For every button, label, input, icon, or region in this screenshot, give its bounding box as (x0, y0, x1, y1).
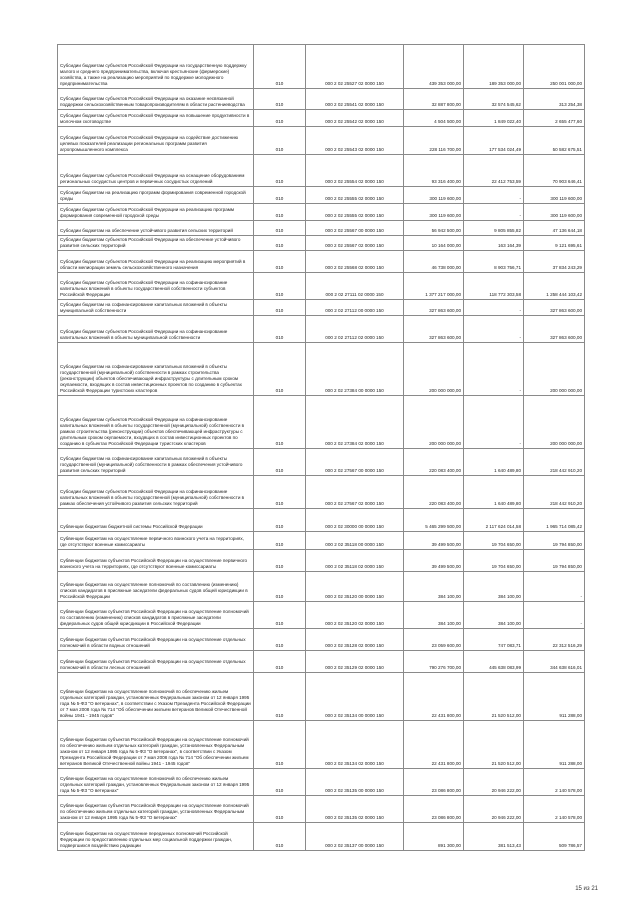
row-name-cell: Субсидии бюджетам субъектов Российской Федерации на софинансирование капитальных вложений в объекты муниципальной собственности (58, 316, 254, 343)
row-name-cell: Субсидии бюджетам субъектов Российской Федерации на софинансирование капитальных вложений в объекты государственной (муниципальной) собственности в рамках обеспечения устойчивого развития сельских территорий (58, 476, 254, 509)
row-approved-cell: 56 942 500,00 (404, 221, 464, 236)
row-approved-cell: 23 086 800,00 (404, 769, 464, 796)
row-name-cell: Субсидии бюджетам субъектов Российской Федерации на повышение продуктивности в молочном скотоводстве (58, 110, 254, 127)
row-executed-cell: 8 903 756,71 (464, 251, 524, 273)
row-line-code-cell: 010 (254, 476, 306, 509)
row-executed-cell: 118 772 303,58 (464, 273, 524, 300)
page-number: 15 из 21 (575, 886, 598, 892)
row-unexecuted-cell: 2 140 578,00 (524, 796, 585, 823)
table-row (58, 273, 585, 300)
row-line-code-cell: 010 (254, 396, 306, 449)
row-unexecuted-cell: - (524, 602, 585, 629)
row-unexecuted-cell: 300 119 600,00 (524, 204, 585, 221)
row-name-cell: Субсидии бюджетам на софинансирование капитальных вложений в объекты государственной (муниципальной) собственности в рамках обеспечения устойчивого развития сельских территорий (58, 449, 254, 476)
table-row (58, 476, 585, 509)
row-budget-code-cell: 000 2 02 35118 02 0000 150 (306, 550, 404, 572)
row-unexecuted-cell: 2 140 578,00 (524, 769, 585, 796)
row-unexecuted-cell: 1 965 714 085,42 (524, 509, 585, 532)
row-approved-cell: 327 863 600,00 (404, 316, 464, 343)
row-approved-cell: 200 000 000,00 (404, 343, 464, 396)
row-executed-cell: 21 520 512,00 (464, 721, 524, 769)
row-line-code-cell: 010 (254, 769, 306, 796)
row-line-code-cell: 010 (254, 629, 306, 651)
row-unexecuted-cell: 327 863 600,00 (524, 300, 585, 316)
row-line-code-cell: 010 (254, 550, 306, 572)
row-name-cell: Субсидии бюджетам субъектов Российской Федерации на софинансирование капитальных вложений в объекты государственной собственности субъектов Российской Федерации (58, 273, 254, 300)
row-executed-cell: - (464, 187, 524, 204)
row-budget-code-cell: 000 2 02 35129 02 0000 150 (306, 651, 404, 673)
table-row (58, 532, 585, 550)
row-executed-cell: 21 520 512,00 (464, 673, 524, 721)
row-approved-cell: 220 083 400,00 (404, 449, 464, 476)
row-unexecuted-cell: 218 442 910,20 (524, 449, 585, 476)
row-budget-code-cell: 000 2 02 25555 02 0000 150 (306, 204, 404, 221)
row-unexecuted-cell: 327 863 600,00 (524, 316, 585, 343)
row-unexecuted-cell: 509 786,57 (524, 823, 585, 851)
row-executed-cell: 189 353 000,00 (464, 45, 524, 89)
row-executed-cell: 384 100,00 (464, 572, 524, 602)
table-row (58, 550, 585, 572)
row-name-cell: Субсидии бюджетам субъектов Российской Федерации на государственную поддержку малого и среднего предпринимательства, включая крестьянские (фермерские) хозяйства, а также на реализацию мероприятий по поддержке молодежного предпринимательства (58, 45, 254, 89)
row-executed-cell: 22 412 753,59 (464, 155, 524, 187)
row-budget-code-cell: 000 2 02 35134 02 0000 150 (306, 721, 404, 769)
row-approved-cell: 23 059 600,00 (404, 629, 464, 651)
row-unexecuted-cell: 911 288,00 (524, 673, 585, 721)
row-budget-code-cell: 000 2 02 27567 00 0000 150 (306, 449, 404, 476)
row-approved-cell: 39 499 500,00 (404, 532, 464, 550)
row-approved-cell: 384 100,00 (404, 572, 464, 602)
table-row (58, 343, 585, 396)
row-executed-cell: 384 100,00 (464, 602, 524, 629)
row-name-cell: Субсидии бюджетам на обеспечение устойчивого развития сельских территорий (58, 221, 254, 236)
row-line-code-cell: 010 (254, 273, 306, 300)
row-name-cell: Субсидии бюджетам субъектов Российской Федерации на оснащение оборудованием региональных сосудистых центров и первичных сосудистых отделений (58, 155, 254, 187)
row-approved-cell: 439 353 000,00 (404, 45, 464, 89)
row-executed-cell: 747 083,71 (464, 629, 524, 651)
row-line-code-cell: 010 (254, 236, 306, 251)
table-row (58, 572, 585, 602)
table-row (58, 236, 585, 251)
row-approved-cell: 22 431 800,00 (404, 721, 464, 769)
row-line-code-cell: 010 (254, 796, 306, 823)
row-budget-code-cell: 000 2 02 35135 02 0000 150 (306, 796, 404, 823)
table-row (58, 45, 585, 89)
table-body (58, 45, 585, 851)
row-budget-code-cell: 000 2 02 25567 00 0000 150 (306, 221, 404, 236)
row-approved-cell: 300 119 600,00 (404, 204, 464, 221)
document-page (57, 44, 584, 851)
table-row (58, 89, 585, 110)
row-name-cell: Субвенции бюджетам субъектов Российской Федерации на осуществление полномочий по составлению (изменению) списков кандидатов в присяжные заседатели федеральных судов общей юрисдикции в Российской Федерации (58, 602, 254, 629)
row-name-cell: Субсидии бюджетам субъектов Российской Федерации на содействие достижению целевых показателей реализации региональных программ развития агропромышленного комплекса (58, 127, 254, 155)
row-budget-code-cell: 000 2 02 30000 00 0000 150 (306, 509, 404, 532)
budget-execution-table (57, 44, 585, 851)
row-approved-cell: 39 499 500,00 (404, 550, 464, 572)
row-name-cell: Субсидии бюджетам субъектов Российской Федерации на реализацию мероприятий в области мелиорации земель сельскохозяйственного назначения (58, 251, 254, 273)
row-unexecuted-cell: 313 254,38 (524, 89, 585, 110)
row-name-cell: Субсидии бюджетам на реализацию программ формирования современной городской среды (58, 187, 254, 204)
row-unexecuted-cell: 1 258 444 103,42 (524, 273, 585, 300)
row-executed-cell: 19 704 650,00 (464, 532, 524, 550)
table-row (58, 251, 585, 273)
row-approved-cell: 220 083 400,00 (404, 476, 464, 509)
row-line-code-cell: 010 (254, 187, 306, 204)
row-budget-code-cell: 000 2 02 35120 00 0000 150 (306, 572, 404, 602)
row-executed-cell: 2 117 624 014,58 (464, 509, 524, 532)
row-name-cell: Субсидии бюджетам субъектов Российской Федерации на оказание несвязанной поддержки сельскохозяйственным товаропроизводителям в области растениеводства (58, 89, 254, 110)
row-approved-cell: 93 316 400,00 (404, 155, 464, 187)
table-row (58, 449, 585, 476)
row-unexecuted-cell: 19 794 850,00 (524, 550, 585, 572)
row-executed-cell: 20 946 222,00 (464, 796, 524, 823)
row-name-cell: Субвенции бюджетам субъектов Российской Федерации на осуществление полномочий по обеспечению жильем отдельных категорий граждан, установленных Федеральным законом от 12 января 1995 года № 5-ФЗ "О ветеранах" (58, 796, 254, 823)
row-unexecuted-cell: 50 582 675,51 (524, 127, 585, 155)
row-name-cell: Субвенции бюджетам на осуществление полномочий по обеспечению жильем отдельных категорий граждан, установленных Федеральным законом от 12 января 1995 года № 5-ФЗ "О ветеранах", в соответствии с Указом Президента Российской Федерации от 7 мая 2008 года № 714 "Об обеспечении жильем ветеранов Великой Отечественной войны 1941 - 1945 годов" (58, 673, 254, 721)
row-unexecuted-cell: 218 442 910,20 (524, 476, 585, 509)
row-budget-code-cell: 000 2 02 35118 00 0000 150 (306, 532, 404, 550)
row-name-cell: Субвенции бюджетам субъектов Российской Федерации на осуществление первичного воинского учета на территориях, где отсутствуют военные комиссариаты (58, 550, 254, 572)
table-row (58, 204, 585, 221)
row-name-cell: Субсидии бюджетам субъектов Российской Федерации на обеспечение устойчивого развития сельских территорий (58, 236, 254, 251)
row-name-cell: Субвенции бюджетам бюджетной системы Российской Федерации (58, 509, 254, 532)
row-line-code-cell: 010 (254, 204, 306, 221)
row-budget-code-cell: 000 2 02 27384 00 0000 150 (306, 343, 404, 396)
row-approved-cell: 1 377 217 000,00 (404, 273, 464, 300)
row-executed-cell: 1 640 489,80 (464, 449, 524, 476)
row-budget-code-cell: 000 2 02 35137 00 0000 150 (306, 823, 404, 851)
table-row (58, 629, 585, 651)
row-unexecuted-cell: 9 121 695,61 (524, 236, 585, 251)
row-approved-cell: 32 887 800,00 (404, 89, 464, 110)
row-budget-code-cell: 000 2 02 25555 02 0000 150 (306, 187, 404, 204)
row-approved-cell: 46 738 000,00 (404, 251, 464, 273)
row-approved-cell: 10 164 000,00 (404, 236, 464, 251)
table-row (58, 602, 585, 629)
row-name-cell: Субвенции бюджетам на осуществление первичного воинского учета на территориях, где отсутствуют военные комиссариаты (58, 532, 254, 550)
table-row (58, 187, 585, 204)
row-approved-cell: 228 116 700,00 (404, 127, 464, 155)
row-name-cell: Субвенции бюджетам субъектов Российской Федерации на осуществление отдельных полномочий в области водных отношений (58, 629, 254, 651)
row-line-code-cell: 010 (254, 449, 306, 476)
table-row (58, 509, 585, 532)
row-executed-cell: - (464, 396, 524, 449)
row-unexecuted-cell: 300 119 600,00 (524, 187, 585, 204)
row-name-cell: Субсидии бюджетам субъектов Российской Федерации на софинансирование капитальных вложений в объекты государственной (муниципальной) собственности в рамках строительства (реконструкции) объектов обеспечивающей инфраструктуры с длительным сроком окупаемости, входящих в состав инвестиционных проектов по созданию в субъектах Российской Федерации туристских кластеров (58, 396, 254, 449)
row-line-code-cell: 010 (254, 509, 306, 532)
row-budget-code-cell: 000 2 02 25554 02 0000 150 (306, 155, 404, 187)
row-budget-code-cell: 000 2 02 25541 02 0000 150 (306, 89, 404, 110)
row-budget-code-cell: 000 2 02 25568 02 0000 150 (306, 251, 404, 273)
row-name-cell: Субсидии бюджетам субъектов Российской Федерации на реализацию программ формирования современной городской среды (58, 204, 254, 221)
row-name-cell: Субвенции бюджетам на осуществление переданных полномочий Российской Федерации по предоставлению отдельных мер социальной поддержки граждан, подвергшихся воздействию радиации (58, 823, 254, 851)
row-unexecuted-cell: 250 001 000,00 (524, 45, 585, 89)
row-executed-cell: 1 849 022,40 (464, 110, 524, 127)
table-row (58, 396, 585, 449)
table-row (58, 769, 585, 796)
table-row (58, 155, 585, 187)
row-approved-cell: 5 465 299 500,00 (404, 509, 464, 532)
row-line-code-cell: 010 (254, 651, 306, 673)
table-row (58, 721, 585, 769)
row-budget-code-cell: 000 2 02 27112 00 0000 150 (306, 300, 404, 316)
row-line-code-cell: 010 (254, 251, 306, 273)
row-name-cell: Субсидии бюджетам на софинансирование капитальных вложений в объекты государственной (муниципальной) собственности в рамках строительства (реконструкции) объектов обеспечивающей инфраструктуры с длительным сроком окупаемости, входящих в состав инвестиционных проектов по созданию в субъектах Российской Федерации туристских кластеров (58, 343, 254, 396)
row-approved-cell: 300 119 600,00 (404, 187, 464, 204)
row-budget-code-cell: 000 2 02 35135 00 0000 150 (306, 769, 404, 796)
row-budget-code-cell: 000 2 02 27384 02 0000 150 (306, 396, 404, 449)
table-row (58, 823, 585, 851)
row-approved-cell: 22 431 800,00 (404, 673, 464, 721)
row-approved-cell: 327 863 600,00 (404, 300, 464, 316)
row-budget-code-cell: 000 2 02 25542 02 0000 150 (306, 110, 404, 127)
row-line-code-cell: 010 (254, 300, 306, 316)
row-approved-cell: 4 504 500,00 (404, 110, 464, 127)
table-row (58, 300, 585, 316)
row-unexecuted-cell: 22 312 516,29 (524, 629, 585, 651)
row-executed-cell: 9 805 855,82 (464, 221, 524, 236)
row-name-cell: Субсидии бюджетам на софинансирование капитальных вложений в объекты муниципальной собственности (58, 300, 254, 316)
table-row (58, 221, 585, 236)
row-unexecuted-cell: 37 834 243,29 (524, 251, 585, 273)
row-executed-cell: 381 513,43 (464, 823, 524, 851)
row-executed-cell: 177 534 024,49 (464, 127, 524, 155)
table-row (58, 127, 585, 155)
row-line-code-cell: 010 (254, 45, 306, 89)
row-executed-cell: - (464, 204, 524, 221)
row-approved-cell: 23 086 800,00 (404, 796, 464, 823)
row-budget-code-cell: 000 2 02 35134 00 0000 150 (306, 673, 404, 721)
row-budget-code-cell: 000 2 02 27112 02 0000 150 (306, 316, 404, 343)
row-executed-cell: 163 164,39 (464, 236, 524, 251)
row-executed-cell: 1 640 489,80 (464, 476, 524, 509)
row-budget-code-cell: 000 2 02 25527 02 0000 150 (306, 45, 404, 89)
table-row (58, 110, 585, 127)
row-line-code-cell: 010 (254, 532, 306, 550)
row-unexecuted-cell: 47 136 644,18 (524, 221, 585, 236)
row-executed-cell: - (464, 316, 524, 343)
table-row (58, 316, 585, 343)
row-approved-cell: 790 276 700,00 (404, 651, 464, 673)
row-executed-cell: - (464, 343, 524, 396)
row-name-cell: Субвенции бюджетам субъектов Российской Федерации на осуществление отдельных полномочий в области лесных отношений (58, 651, 254, 673)
row-line-code-cell: 010 (254, 89, 306, 110)
row-unexecuted-cell: 344 638 616,01 (524, 651, 585, 673)
row-executed-cell: - (464, 300, 524, 316)
row-budget-code-cell: 000 2 02 35128 02 0000 150 (306, 629, 404, 651)
row-budget-code-cell: 000 2 02 27567 02 0000 150 (306, 476, 404, 509)
row-executed-cell: 445 638 083,99 (464, 651, 524, 673)
row-line-code-cell: 010 (254, 343, 306, 396)
row-approved-cell: 891 300,00 (404, 823, 464, 851)
row-line-code-cell: 010 (254, 572, 306, 602)
row-budget-code-cell: 000 2 02 35120 02 0000 150 (306, 602, 404, 629)
row-unexecuted-cell: 2 655 477,60 (524, 110, 585, 127)
table-row (58, 673, 585, 721)
row-line-code-cell: 010 (254, 221, 306, 236)
row-unexecuted-cell: 200 000 000,00 (524, 343, 585, 396)
row-budget-code-cell: 000 2 02 25567 02 0000 150 (306, 236, 404, 251)
row-line-code-cell: 010 (254, 823, 306, 851)
row-approved-cell: 200 000 000,00 (404, 396, 464, 449)
row-budget-code-cell: 000 2 02 25543 02 0000 150 (306, 127, 404, 155)
row-name-cell: Субвенции бюджетам на осуществление полномочий по составлению (изменению) списков кандидатов в присяжные заседатели федеральных судов общей юрисдикции в Российской Федерации (58, 572, 254, 602)
row-unexecuted-cell: 200 000 000,00 (524, 396, 585, 449)
row-unexecuted-cell: 19 794 850,00 (524, 532, 585, 550)
row-executed-cell: 19 704 650,00 (464, 550, 524, 572)
row-line-code-cell: 010 (254, 721, 306, 769)
row-unexecuted-cell: 911 288,00 (524, 721, 585, 769)
table-row (58, 796, 585, 823)
row-executed-cell: 32 574 545,62 (464, 89, 524, 110)
row-executed-cell: 20 946 222,00 (464, 769, 524, 796)
row-line-code-cell: 010 (254, 673, 306, 721)
row-name-cell: Субвенции бюджетам субъектов Российской Федерации на осуществление полномочий по обеспечению жильем отдельных категорий граждан, установленных Федеральным законом от 12 января 1995 года № 5-ФЗ "О ветеранах", в соответствии с Указом Президента Российской Федерации от 7 мая 2008 года № 714 "Об обеспечении жильем ветеранов Великой Отечественной войны 1941 - 1945 годов" (58, 721, 254, 769)
row-line-code-cell: 010 (254, 316, 306, 343)
row-unexecuted-cell: 70 903 646,41 (524, 155, 585, 187)
row-line-code-cell: 010 (254, 602, 306, 629)
row-approved-cell: 384 100,00 (404, 602, 464, 629)
row-line-code-cell: 010 (254, 127, 306, 155)
row-budget-code-cell: 000 2 02 27111 02 0000 150 (306, 273, 404, 300)
row-line-code-cell: 010 (254, 155, 306, 187)
row-name-cell: Субвенции бюджетам на осуществление полномочий по обеспечению жильем отдельных категорий граждан, установленных Федеральным законом от 12 января 1995 года № 5-ФЗ "О ветеранах" (58, 769, 254, 796)
row-unexecuted-cell: - (524, 572, 585, 602)
row-line-code-cell: 010 (254, 110, 306, 127)
table-row (58, 651, 585, 673)
